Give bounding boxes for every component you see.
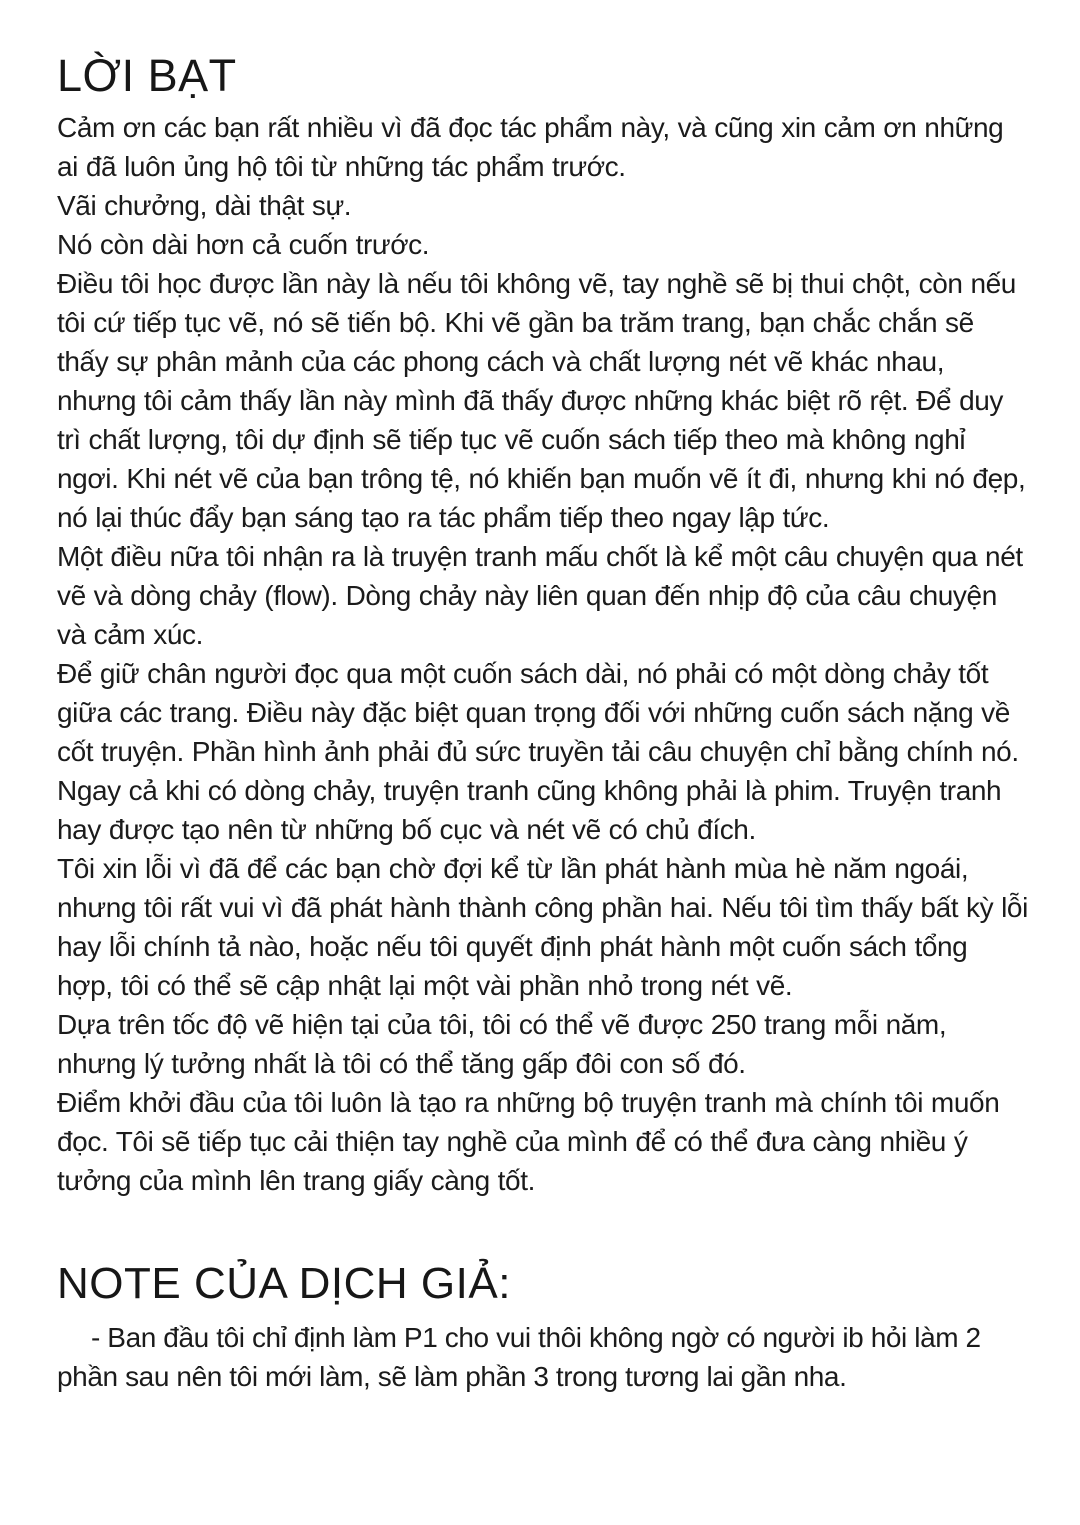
afterword-paragraph: Tôi xin lỗi vì đã để các bạn chờ đợi kể từ lần phát hành mùa hè năm ngoái, nhưng tôi rất vui vì đã phát hành thành công phần hai. Nếu tôi tìm thấy bất kỳ lỗi hay lỗi chính tả nào, hoặc nếu tôi quyết định phát hành một cuốn sách tổng hợp, tôi có thể sẽ cập nhật lại một vài phần nhỏ trong nét vẽ. xyxy=(57,853,1028,1001)
afterword-paragraph: Một điều nữa tôi nhận ra là truyện tranh mấu chốt là kể một câu chuyện qua nét vẽ và dòng chảy (flow). Dòng chảy này liên quan đến nhịp độ của câu chuyện và cảm xúc. xyxy=(57,541,1023,650)
afterword-paragraph: Dựa trên tốc độ vẽ hiện tại của tôi, tôi có thể vẽ được 250 trang mỗi năm, nhưng lý tưởng nhất là tôi có thể tăng gấp đôi con số đó. xyxy=(57,1009,947,1079)
afterword-title: LỜI BẠT xyxy=(57,50,237,101)
afterword-paragraph: Điều tôi học được lần này là nếu tôi không vẽ, tay nghề sẽ bị thui chột, còn nếu tôi cứ tiếp tục vẽ, nó sẽ tiến bộ. Khi vẽ gần ba trăm trang, bạn chắc chắn sẽ thấy sự phân mảnh của các phong cách và chất lượng nét vẽ khác nhau, nhưng tôi cảm thấy lần này mình đã thấy được những khác biệt rõ rệt. Để duy trì chất lượng, tôi dự định sẽ tiếp tục vẽ cuốn sách tiếp theo mà không nghỉ ngơi. Khi nét vẽ của bạn trông tệ, nó khiến bạn muốn vẽ ít đi, nhưng khi nó đẹp, nó lại thúc đẩy bạn sáng tạo ra tác phẩm tiếp theo ngay lập tức. xyxy=(57,268,1026,533)
afterword-paragraph: Nó còn dài hơn cả cuốn trước. xyxy=(57,229,430,260)
afterword-paragraph: Để giữ chân người đọc qua một cuốn sách dài, nó phải có một dòng chảy tốt giữa các trang. Điều này đặc biệt quan trọng đối với những cuốn sách nặng về cốt truyện. Phần hình ảnh phải đủ sức truyền tải câu chuyện chỉ bằng chính nó. Ngay cả khi có dòng chảy, truyện tranh cũng không phải là phim. Truyện tranh hay được tạo nên từ những bố cục và nét vẽ có chủ đích. xyxy=(57,658,1019,845)
translator-note-title: NOTE CỦA DỊCH GIẢ: xyxy=(57,1259,511,1308)
afterword-paragraph: Vãi chưởng, dài thật sự. xyxy=(57,190,352,221)
afterword-body xyxy=(57,108,1028,1200)
translator-note-body xyxy=(57,1318,1028,1396)
afterword-paragraph: Cảm ơn các bạn rất nhiều vì đã đọc tác phẩm này, và cũng xin cảm ơn những ai đã luôn ủng hộ tôi từ những tác phẩm trước. xyxy=(57,112,1004,182)
translator-note-paragraph: - Ban đầu tôi chỉ định làm P1 cho vui thôi không ngờ có người ib hỏi làm 2 phần sau nên tôi mới làm, sẽ làm phần 3 trong tương lai gần nha. xyxy=(57,1322,981,1392)
afterword-paragraph: Điểm khởi đầu của tôi luôn là tạo ra những bộ truyện tranh mà chính tôi muốn đọc. Tôi sẽ tiếp tục cải thiện tay nghề của mình để có thể đưa càng nhiều ý tưởng của mình lên trang giấy càng tốt. xyxy=(57,1087,1000,1196)
